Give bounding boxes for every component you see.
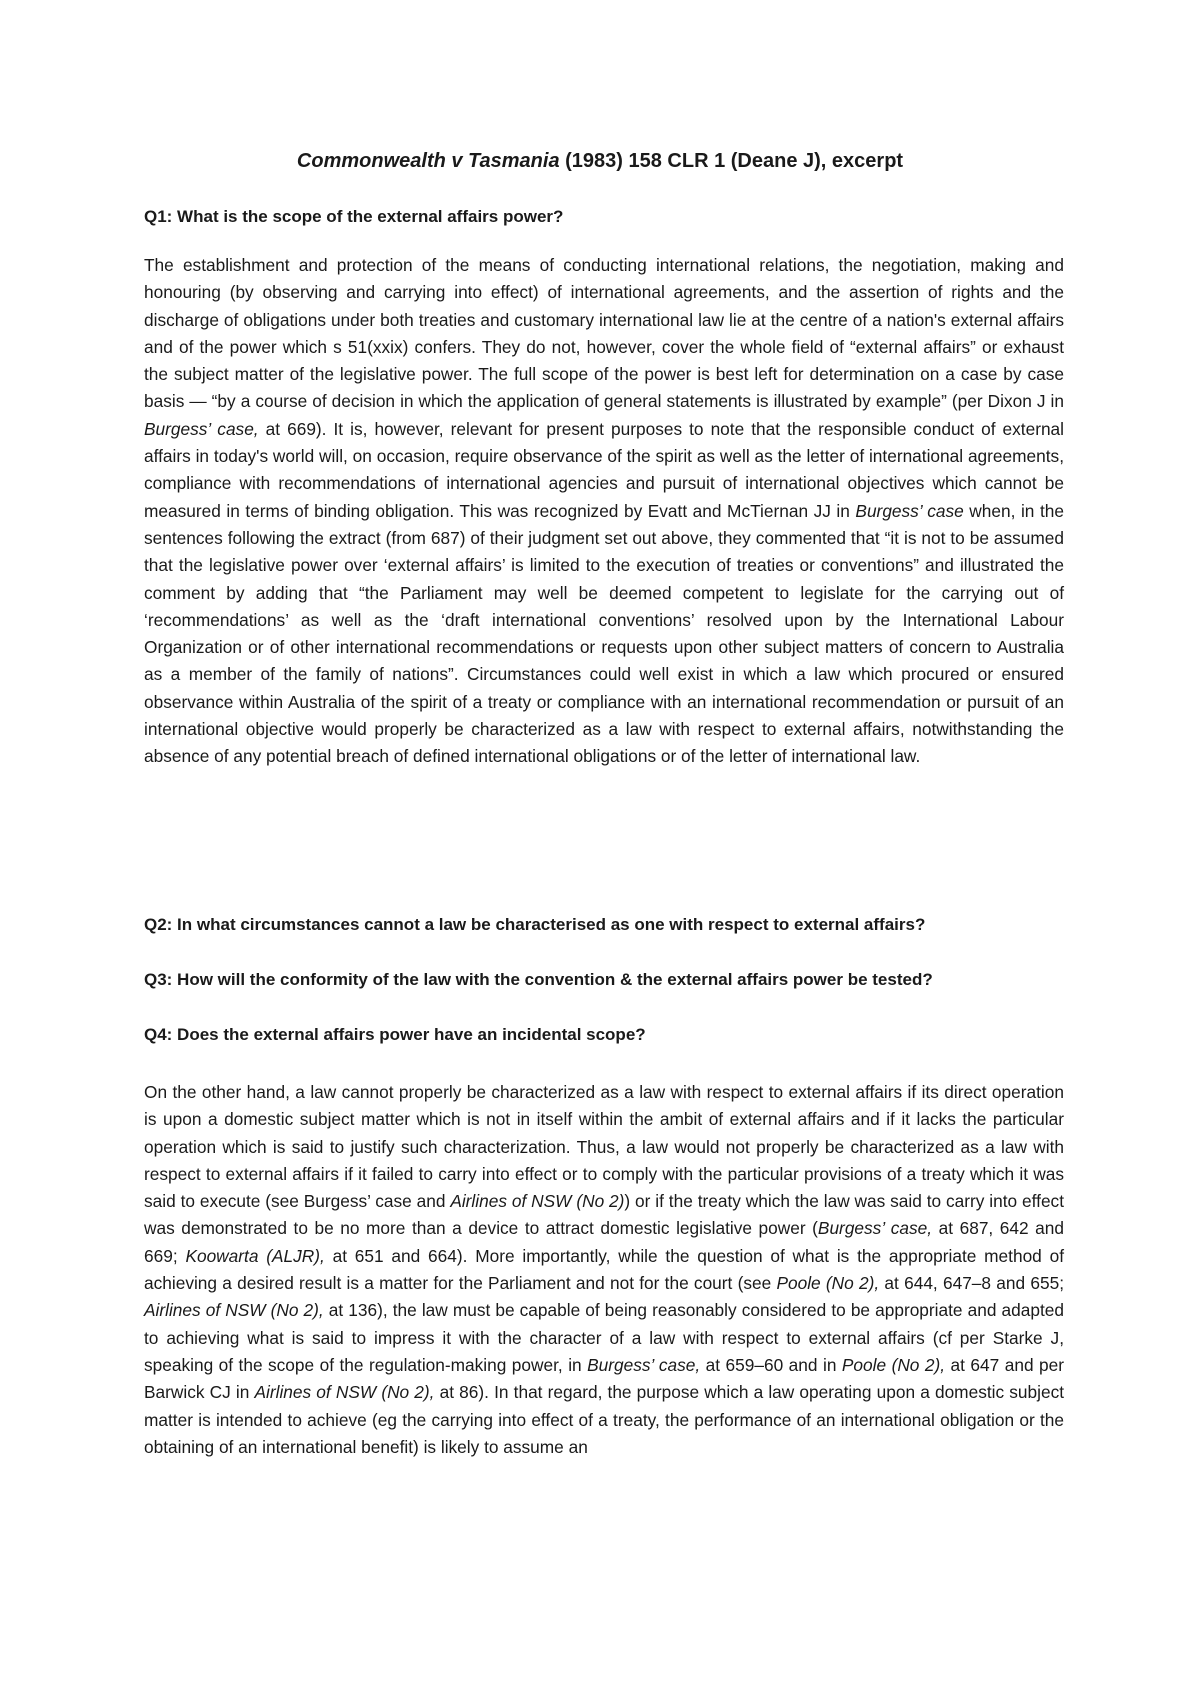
question-3: Q3: How will the conformity of the law with the convention & the external affairs power be tested? bbox=[144, 970, 933, 989]
title-citation: (1983) 158 CLR 1 (Deane J), excerpt bbox=[559, 150, 904, 172]
case-citation: Airlines of NSW (No 2) bbox=[450, 1191, 625, 1212]
text-run: at 669). It is, however, relevant for present purposes to note that the responsible conduct of external affairs in today's world will, on occasion, require observance of the spirit as well as the letter of international agreements, compliance with recommendations of international agencies and pursuit of international objectives which cannot be measured in terms of binding obligation. This was recognized by Evatt and McTiernan JJ in bbox=[144, 418, 1065, 521]
document-title bbox=[0, 150, 1200, 173]
paragraph-1 bbox=[144, 252, 1064, 771]
case-citation: Airlines of NSW (No 2), bbox=[254, 1382, 435, 1403]
case-citation: Koowarta (ALJR), bbox=[185, 1245, 325, 1266]
paragraph-2 bbox=[144, 1079, 1064, 1461]
question-2: Q2: In what circumstances cannot a law be characterised as one with respect to external affairs? bbox=[144, 915, 926, 934]
case-citation: Burgess’ case, bbox=[817, 1218, 933, 1239]
text-run: at 136), the law must be capable of being reasonably considered to be appropriate and adapted to achieving what is said to impress it with the character of a law with respect to external affairs (cf per Starke J, speaking of the scope of the regulation-making power, in bbox=[144, 1300, 1064, 1375]
text-run: at 647 and per Barwick CJ in bbox=[144, 1354, 1064, 1403]
text-run: at 644, 647–8 and 655; bbox=[879, 1273, 1064, 1294]
title-case-name: Commonwealth v Tasmania bbox=[296, 150, 560, 172]
text-run: at 659–60 and in bbox=[700, 1354, 842, 1375]
text-run: The establishment and protection of the means of conducting international relations, the negotiation, making and honouring (by observing and carrying into effect) of international agreements, and the assertion of rights and the discharge of obligations under both treaties and customary international law lie at the centre of a nation's external affairs and of the power which s 51(xxix) confers. They do not, however, cover the whole field of “external affairs” or exhaust the subject matter of the legislative power. The full scope of the power is best left for determination on a case by case basis — “by a course of decision in which the application of general statements is illustrated by example” (per Dixon J in bbox=[144, 255, 1064, 412]
question-4: Q4: Does the external affairs power have an incidental scope? bbox=[144, 1025, 646, 1044]
text-run: On the other hand, a law cannot properly be characterized as a law with respect to external affairs if its direct operation is upon a domestic subject matter which is not in itself within the ambit of external affairs and if it lacks the particular operation which is said to justify such characterization. Thus, a law would not properly be characterized as a law with respect to external affairs if it failed to carry into effect or to comply with the particular provisions of a treaty which it was said to execute (see Burgess’ case and bbox=[144, 1082, 1064, 1212]
case-citation: Poole (No 2), bbox=[841, 1354, 946, 1375]
question-1: Q1: What is the scope of the external affairs power? bbox=[144, 207, 564, 226]
text-run: at 687, 642 and 669; bbox=[144, 1218, 1065, 1266]
case-citation: Poole (No 2), bbox=[776, 1273, 880, 1294]
text-run: at 651 and 664). More importantly, while the question of what is the appropriate method of achieving a desired result is a matter for the Parliament and not for the court (see bbox=[144, 1245, 1064, 1294]
case-citation: Burgess’ case, bbox=[144, 418, 259, 439]
case-citation: Burgess’ case bbox=[855, 500, 964, 521]
case-citation: Burgess’ case, bbox=[587, 1354, 701, 1375]
text-run: at 86). In that regard, the purpose which a law operating upon a domestic subject matter is intended to achieve (eg the carrying into effect of a treaty, the performance of an international obligation or the obtaining of an international benefit) is likely to assume an bbox=[144, 1382, 1065, 1457]
text-run: when, in the sentences following the extract (from 687) of their judgment set out above, they commented that “it is not to be assumed that the legislative power over ‘external affairs’ is limited to the execution of treaties or conventions” and illustrated the comment by adding that “the Parliament may well be deemed competent to legislate for the carrying out of ‘recommendations’ as well as the ‘draft international conventions’ resolved upon by the International Labour Organization or of other international recommendations or requests upon other subject matters of concern to Australia as a member of the family of nations”. Circumstances could well exist in which a law which procured or ensured observance within Australia of the spirit of a treaty or compliance with an international recommendation or pursuit of an international objective would properly be characterized as a law with respect to external affairs, notwithstanding the absence of any potential breach of defined international obligations or of the letter of international law. bbox=[144, 500, 1064, 767]
text-run: ) or if the treaty which the law was said to carry into effect was demonstrated to be no more than a device to attract domestic legislative power ( bbox=[144, 1191, 1064, 1239]
case-citation: Airlines of NSW (No 2), bbox=[144, 1300, 324, 1321]
